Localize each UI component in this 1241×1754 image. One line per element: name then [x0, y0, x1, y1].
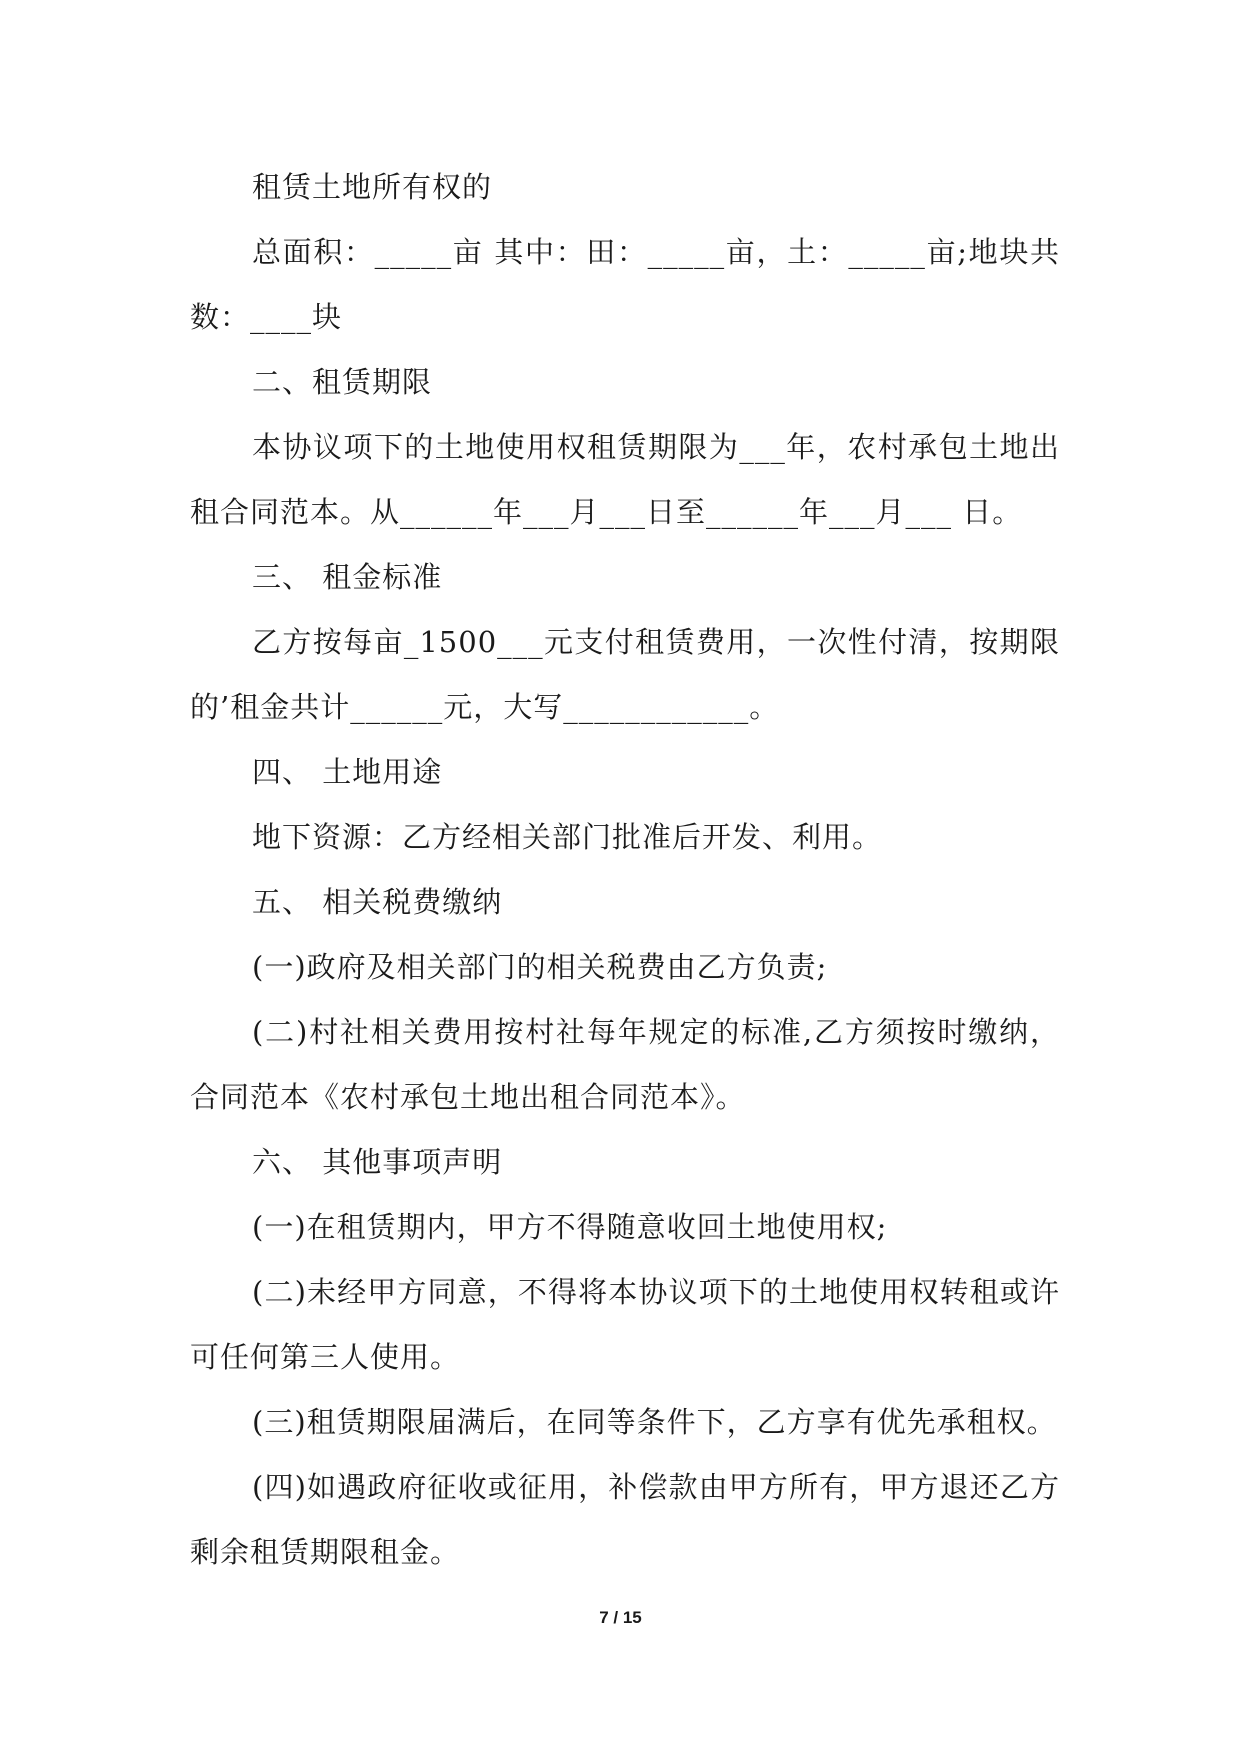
- heading-other-matters: 六、 其他事项声明: [252, 1145, 503, 1179]
- paragraph-other-1: (一)在租赁期内，甲方不得随意收回土地使用权;: [252, 1210, 888, 1244]
- paragraph-land-use: 地下资源：乙方经相关部门批准后开发、利用。: [252, 820, 883, 854]
- paragraph-lease-term: 本协议项下的土地使用权租赁期限为___年，农村承包土地出租合同范本。从______年___月___日至______年___月___ 日。: [190, 430, 1060, 529]
- paragraph-other-3: (三)租赁期限届满后，在同等条件下，乙方享有优先承租权。: [252, 1405, 1057, 1439]
- paragraph-taxes-2: (二)村社相关费用按村社每年规定的标准,乙方须按时缴纳，合同范本《农村承包土地出租合同范本》。: [190, 1015, 1060, 1114]
- page-number: 7 / 15: [599, 1608, 642, 1627]
- heading-rent-standard: 三、 租金标准: [252, 560, 443, 594]
- paragraph-taxes-1: (一)政府及相关部门的相关税费由乙方负责;: [252, 950, 828, 984]
- heading-land-use: 四、 土地用途: [252, 755, 443, 789]
- paragraph-other-4: (四)如遇政府征收或征用，补偿款由甲方所有，甲方退还乙方剩余租赁期限租金。: [190, 1470, 1060, 1569]
- heading-taxes-fees: 五、 相关税费缴纳: [252, 885, 503, 919]
- paragraph-rent-standard: 乙方按每亩_1500___元支付租赁费用，一次性付清，按期限的’租金共计______元，大写____________。: [190, 625, 1060, 724]
- paragraph-other-2: (二)未经甲方同意，不得将本协议项下的土地使用权转租或许可任何第三人使用。: [190, 1275, 1060, 1374]
- paragraph-total-area: 总面积：_____亩 其中：田：_____亩，土：_____亩;地块共数：____块: [190, 235, 1060, 334]
- paragraph-land-ownership: 租赁土地所有权的: [252, 170, 493, 204]
- heading-lease-term: 二、租赁期限: [252, 365, 433, 399]
- document-body: [190, 155, 1060, 1585]
